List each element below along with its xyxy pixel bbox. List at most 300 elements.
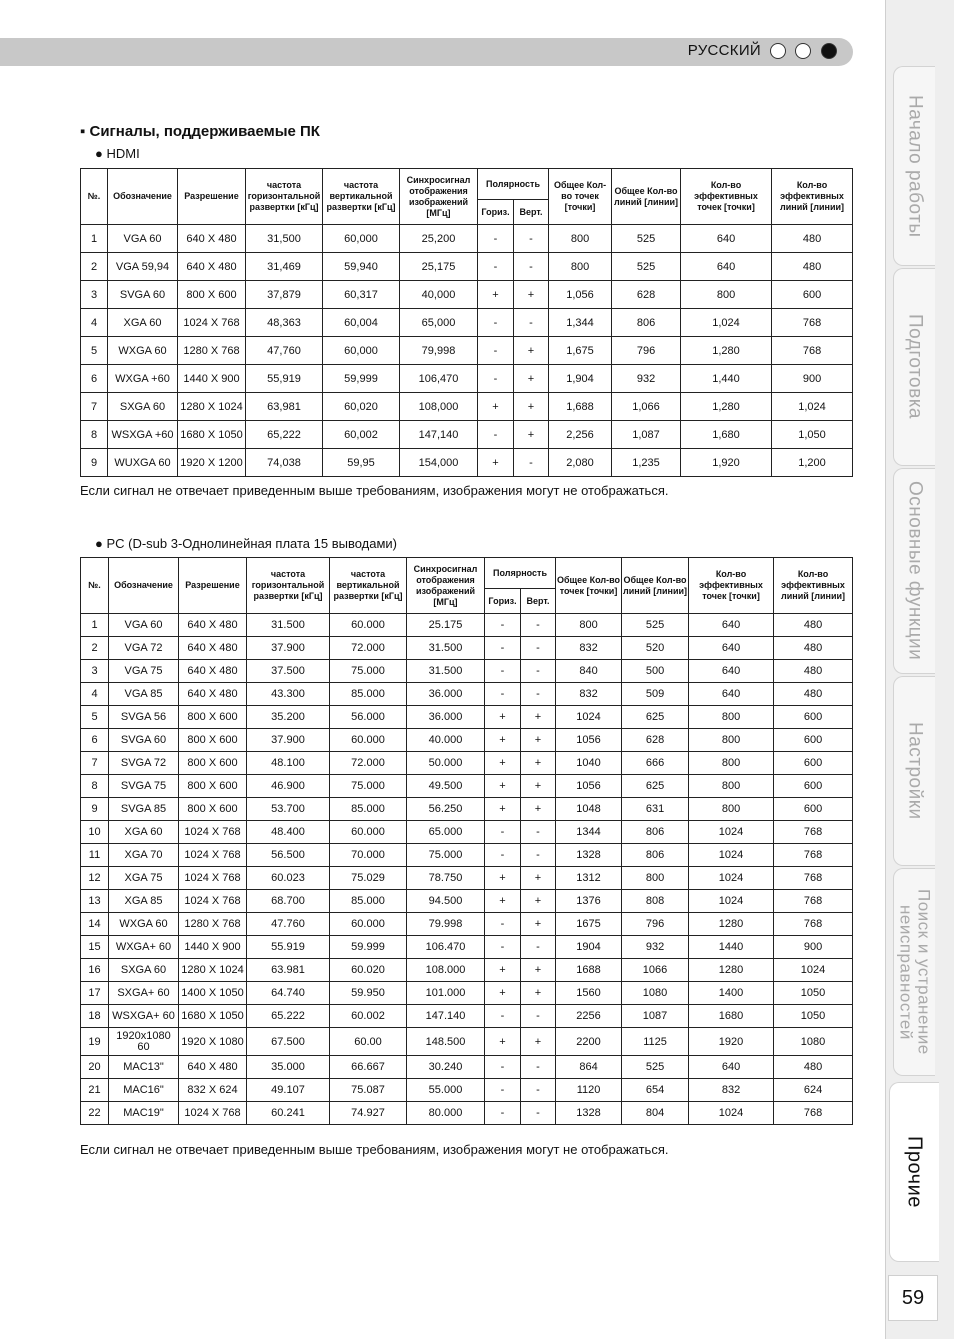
table-cell: 2200 <box>556 1028 622 1056</box>
table-cell: 94.500 <box>407 890 485 913</box>
table-cell: 640 <box>689 660 774 683</box>
table-cell: 78.750 <box>407 867 485 890</box>
table-cell: - <box>485 1056 521 1079</box>
table-cell: 56.000 <box>330 706 407 729</box>
table-cell: 3 <box>81 660 109 683</box>
table-cell: 1904 <box>556 936 622 959</box>
table-cell: 1024 X 768 <box>179 867 247 890</box>
table-cell: - <box>521 1005 556 1028</box>
table-cell: 832 <box>689 1079 774 1102</box>
table-cell: + <box>521 729 556 752</box>
table-cell: 5 <box>81 706 109 729</box>
table-cell: 806 <box>622 844 689 867</box>
table-cell: 74,038 <box>246 449 323 477</box>
table-cell: 108,000 <box>400 393 478 421</box>
table-cell: 600 <box>772 281 853 309</box>
table-cell: 804 <box>622 1102 689 1125</box>
table-cell: 85.000 <box>330 890 407 913</box>
table-cell: 832 <box>556 637 622 660</box>
table-cell: 1376 <box>556 890 622 913</box>
table-cell: 1,024 <box>772 393 853 421</box>
table-row <box>81 706 853 729</box>
table-cell: 768 <box>774 844 853 867</box>
table-cell: 63.981 <box>247 959 330 982</box>
table-cell: - <box>478 225 514 253</box>
table-cell: 60,000 <box>323 337 400 365</box>
table-cell: - <box>485 683 521 706</box>
table-cell: 30.240 <box>407 1056 485 1079</box>
table-cell: - <box>485 913 521 936</box>
table-cell: 63,981 <box>246 393 323 421</box>
table-cell: + <box>521 913 556 936</box>
table-cell: 1024 X 768 <box>178 309 246 337</box>
table-row <box>81 844 853 867</box>
table-cell: 7 <box>81 393 108 421</box>
table-row <box>81 1102 853 1125</box>
table-cell: 1080 <box>774 1028 853 1056</box>
table-cell: + <box>485 890 521 913</box>
table-cell: 56.500 <box>247 844 330 867</box>
table-cell: + <box>514 337 549 365</box>
table-cell: SXGA 60 <box>109 959 179 982</box>
table-cell: 1688 <box>556 959 622 982</box>
table-cell: 85.000 <box>330 683 407 706</box>
table-cell: 1,675 <box>549 337 612 365</box>
header-total-dots: Общее Кол-во точек [точки] <box>556 558 622 614</box>
table-cell: 60,020 <box>323 393 400 421</box>
table-cell: 932 <box>612 365 681 393</box>
table-cell: 480 <box>772 225 853 253</box>
table-cell: 2256 <box>556 1005 622 1028</box>
table-cell: MAC13" <box>109 1056 179 1079</box>
table-cell: 148.500 <box>407 1028 485 1056</box>
table-cell: 60,000 <box>323 225 400 253</box>
table-cell: + <box>485 752 521 775</box>
table-cell: WXGA 60 <box>108 337 178 365</box>
table-cell: + <box>521 706 556 729</box>
table-cell: SVGA 72 <box>109 752 179 775</box>
table-cell: 65,000 <box>400 309 478 337</box>
table-cell: 1024 X 768 <box>179 1102 247 1125</box>
table-cell: 75.000 <box>330 775 407 798</box>
table-cell: - <box>514 253 549 281</box>
table-cell: 832 <box>556 683 622 706</box>
table-cell: 625 <box>622 775 689 798</box>
table-cell: 800 <box>622 867 689 890</box>
table-cell: SVGA 85 <box>109 798 179 821</box>
table-cell: 37,879 <box>246 281 323 309</box>
header-pol-v: Верт. <box>521 589 556 614</box>
table-cell: 600 <box>774 729 853 752</box>
table-cell: 628 <box>622 729 689 752</box>
header-vfreq: частота вертикальной развертки [кГц] <box>330 558 407 614</box>
table-cell: 800 <box>549 225 612 253</box>
header-pol-h: Гориз. <box>485 589 521 614</box>
table-cell: MAC19" <box>109 1102 179 1125</box>
table-cell: 56.250 <box>407 798 485 821</box>
table-cell: - <box>485 1005 521 1028</box>
table-cell: 640 X 480 <box>179 683 247 706</box>
tab-troubleshooting[interactable] <box>893 868 935 1076</box>
table-cell: 525 <box>622 614 689 637</box>
table-cell: 16 <box>81 959 109 982</box>
table-row <box>81 365 853 393</box>
header-no: №. <box>81 558 109 614</box>
table-cell: 75.000 <box>407 844 485 867</box>
table-cell: 2,080 <box>549 449 612 477</box>
table-cell: 14 <box>81 913 109 936</box>
table-cell: + <box>521 982 556 1005</box>
header-no: №. <box>81 169 108 225</box>
table-cell: 806 <box>622 821 689 844</box>
page-indicator-dot-1 <box>770 43 786 59</box>
table-cell: 640 <box>681 225 772 253</box>
table-cell: 1280 X 768 <box>179 913 247 936</box>
table-row <box>81 821 853 844</box>
table-cell: 31.500 <box>407 637 485 660</box>
table-cell: 60.020 <box>330 959 407 982</box>
table-cell: 640 <box>689 637 774 660</box>
table-cell: 1048 <box>556 798 622 821</box>
table-cell: - <box>485 844 521 867</box>
header-eff-lines: Кол-во эффективных линий [линии] <box>774 558 853 614</box>
table-cell: 31,500 <box>246 225 323 253</box>
table-cell: 525 <box>612 253 681 281</box>
table-cell: 1,056 <box>549 281 612 309</box>
pc-subheading: ● PC (D-sub 3-Однолинейная плата 15 выводами) <box>95 536 398 551</box>
table-cell: + <box>521 775 556 798</box>
table-cell: 600 <box>774 706 853 729</box>
table-cell: 79.998 <box>407 913 485 936</box>
table-cell: 1280 X 1024 <box>178 393 246 421</box>
table-cell: 72.000 <box>330 752 407 775</box>
table-cell: 800 X 600 <box>179 752 247 775</box>
table-cell: 31,469 <box>246 253 323 281</box>
table-cell: 1125 <box>622 1028 689 1056</box>
table-cell: VGA 60 <box>109 614 179 637</box>
tab-label: Начало работы <box>904 94 926 238</box>
table-cell: 66.667 <box>330 1056 407 1079</box>
table-cell: 59,95 <box>323 449 400 477</box>
table-cell: 36.000 <box>407 706 485 729</box>
hdmi-signal-table <box>80 168 853 477</box>
table-cell: 2 <box>81 253 108 281</box>
tab-preparation[interactable] <box>893 268 935 466</box>
table-cell: 1024 X 768 <box>179 821 247 844</box>
table-cell: 1066 <box>622 959 689 982</box>
table-cell: 47.760 <box>247 913 330 936</box>
table-cell: 1,066 <box>612 393 681 421</box>
table-cell: 75.029 <box>330 867 407 890</box>
table-cell: 640 <box>689 1056 774 1079</box>
table-cell: - <box>521 1079 556 1102</box>
table-cell: - <box>521 1102 556 1125</box>
table-cell: 1312 <box>556 867 622 890</box>
table-cell: 800 <box>549 253 612 281</box>
header-total-dots: Общее Кол-во точек [точки] <box>549 169 612 225</box>
table-cell: 800 <box>681 281 772 309</box>
table-row <box>81 729 853 752</box>
table-cell: 60.000 <box>330 913 407 936</box>
table-cell: 48.400 <box>247 821 330 844</box>
hdmi-note: Если сигнал не отвечает приведенным выше требованиям, изображения могут не отображаться. <box>80 483 669 498</box>
table-cell: 31.500 <box>247 614 330 637</box>
table-cell: 640 X 480 <box>179 614 247 637</box>
table-cell: SVGA 60 <box>108 281 178 309</box>
table-cell: + <box>485 706 521 729</box>
table-cell: 60.000 <box>330 614 407 637</box>
table-cell: 1920x1080 60 <box>109 1028 179 1056</box>
table-cell: 15 <box>81 936 109 959</box>
table-cell: 864 <box>556 1056 622 1079</box>
table-cell: 832 X 624 <box>179 1079 247 1102</box>
table-cell: 19 <box>81 1028 109 1056</box>
table-cell: + <box>521 752 556 775</box>
table-cell: 1328 <box>556 844 622 867</box>
table-cell: 800 X 600 <box>179 706 247 729</box>
table-cell: - <box>521 637 556 660</box>
table-cell: 48,363 <box>246 309 323 337</box>
table-cell: - <box>485 1102 521 1125</box>
table-cell: 525 <box>612 225 681 253</box>
header-polarity: Полярность <box>485 558 556 589</box>
table-cell: 1280 X 768 <box>178 337 246 365</box>
header-bar <box>0 38 853 66</box>
table-cell: 2 <box>81 637 109 660</box>
table-cell: 520 <box>622 637 689 660</box>
tab-label: Поиск и устранение неисправностей <box>896 889 934 1055</box>
table-cell: - <box>485 660 521 683</box>
table-cell: VGA 60 <box>108 225 178 253</box>
table-cell: 1,050 <box>772 421 853 449</box>
header-sync: Синхросигнал отображения изображений [МГц] <box>400 169 478 225</box>
table-cell: 500 <box>622 660 689 683</box>
header-name: Обозначение <box>109 558 179 614</box>
table-cell: 640 X 480 <box>178 253 246 281</box>
table-row <box>81 959 853 982</box>
header-hfreq: частота горизонтальной развертки [кГц] <box>246 169 323 225</box>
table-cell: 1,280 <box>681 393 772 421</box>
table-cell: - <box>478 253 514 281</box>
table-cell: 35.200 <box>247 706 330 729</box>
table-cell: 50.000 <box>407 752 485 775</box>
table-cell: + <box>485 982 521 1005</box>
table-cell: 4 <box>81 309 108 337</box>
table-row <box>81 752 853 775</box>
tab-label: Основные функции <box>904 481 926 661</box>
table-cell: 768 <box>774 1102 853 1125</box>
table-cell: 624 <box>774 1079 853 1102</box>
table-cell: 1120 <box>556 1079 622 1102</box>
table-cell: MAC16" <box>109 1079 179 1102</box>
header-sync: Синхросигнал отображения изображений [МГц] <box>407 558 485 614</box>
table-cell: 480 <box>774 637 853 660</box>
table-cell: 2,256 <box>549 421 612 449</box>
table-cell: - <box>485 1079 521 1102</box>
table-row <box>81 1056 853 1079</box>
table-cell: 18 <box>81 1005 109 1028</box>
table-cell: 49.107 <box>247 1079 330 1102</box>
table-row <box>81 867 853 890</box>
table-cell: + <box>485 775 521 798</box>
table-cell: 1560 <box>556 982 622 1005</box>
table-cell: 1,680 <box>681 421 772 449</box>
table-cell: SXGA+ 60 <box>109 982 179 1005</box>
table-cell: SXGA 60 <box>108 393 178 421</box>
table-cell: 1,688 <box>549 393 612 421</box>
table-cell: 21 <box>81 1079 109 1102</box>
tab-label: Настройки <box>904 722 926 820</box>
table-cell: 65,222 <box>246 421 323 449</box>
table-cell: 59,940 <box>323 253 400 281</box>
table-cell: 932 <box>622 936 689 959</box>
pc-note: Если сигнал не отвечает приведенным выше требованиям, изображения могут не отображаться. <box>80 1142 669 1157</box>
header-vfreq: частота вертикальной развертки [кГц] <box>323 169 400 225</box>
table-cell: 1675 <box>556 913 622 936</box>
table-cell: 25,175 <box>400 253 478 281</box>
table-cell: 1080 <box>622 982 689 1005</box>
table-cell: 1440 X 900 <box>179 936 247 959</box>
table-row <box>81 614 853 637</box>
table-cell: 631 <box>622 798 689 821</box>
table-cell: 640 <box>681 253 772 281</box>
table-cell: 900 <box>774 936 853 959</box>
table-cell: 1680 X 1050 <box>179 1005 247 1028</box>
table-cell: - <box>478 365 514 393</box>
table-row <box>81 683 853 706</box>
table-cell: - <box>514 225 549 253</box>
table-cell: 900 <box>772 365 853 393</box>
table-cell: VGA 72 <box>109 637 179 660</box>
table-row <box>81 1079 853 1102</box>
table-cell: 1680 X 1050 <box>178 421 246 449</box>
header-total-lines: Общее Кол-во линий [линии] <box>622 558 689 614</box>
table-cell: - <box>521 1056 556 1079</box>
table-cell: 65.000 <box>407 821 485 844</box>
table-cell: 768 <box>774 821 853 844</box>
header-eff-dots: Кол-во эффективных точек [точки] <box>681 169 772 225</box>
table-cell: + <box>521 890 556 913</box>
table-cell: - <box>514 449 549 477</box>
table-cell: + <box>485 798 521 821</box>
tab-others[interactable] <box>889 1082 939 1262</box>
table-cell: 60.002 <box>330 1005 407 1028</box>
table-cell: 1920 X 1080 <box>179 1028 247 1056</box>
table-cell: VGA 85 <box>109 683 179 706</box>
hdmi-subheading: ● HDMI <box>95 146 140 161</box>
table-cell: 60,317 <box>323 281 400 309</box>
table-cell: 9 <box>81 449 108 477</box>
table-row <box>81 337 853 365</box>
table-cell: 40.000 <box>407 729 485 752</box>
table-cell: 36.000 <box>407 683 485 706</box>
table-cell: 4 <box>81 683 109 706</box>
table-cell: + <box>478 449 514 477</box>
table-cell: 480 <box>774 683 853 706</box>
table-cell: 25,200 <box>400 225 478 253</box>
tab-getting-started[interactable] <box>893 66 935 266</box>
tab-basic-functions[interactable] <box>893 468 935 674</box>
table-cell: 31.500 <box>407 660 485 683</box>
table-cell: 1,235 <box>612 449 681 477</box>
table-cell: XGA 60 <box>109 821 179 844</box>
table-cell: 796 <box>612 337 681 365</box>
table-cell: 40,000 <box>400 281 478 309</box>
table-cell: 600 <box>774 775 853 798</box>
header-total-lines: Общее Кол-во линий [линии] <box>612 169 681 225</box>
page-indicator-dot-3 <box>821 43 837 59</box>
table-cell: 1024 X 768 <box>179 844 247 867</box>
table-row <box>81 309 853 337</box>
table-cell: WXGA+ 60 <box>109 936 179 959</box>
table-cell: 79,998 <box>400 337 478 365</box>
table-cell: + <box>485 1028 521 1056</box>
table-cell: 106,470 <box>400 365 478 393</box>
table-cell: + <box>485 867 521 890</box>
table-cell: 75.087 <box>330 1079 407 1102</box>
table-cell: 64.740 <box>247 982 330 1005</box>
table-cell: 480 <box>772 253 853 281</box>
table-cell: 65.222 <box>247 1005 330 1028</box>
table-cell: 1056 <box>556 729 622 752</box>
table-cell: 6 <box>81 365 108 393</box>
table-cell: 60,004 <box>323 309 400 337</box>
table-row <box>81 660 853 683</box>
table-cell: 1,280 <box>681 337 772 365</box>
table-cell: 800 <box>556 614 622 637</box>
table-cell: - <box>521 683 556 706</box>
table-row <box>81 775 853 798</box>
table-cell: 147,140 <box>400 421 478 449</box>
table-cell: 666 <box>622 752 689 775</box>
table-cell: 48.100 <box>247 752 330 775</box>
table-cell: 59.999 <box>330 936 407 959</box>
table-cell: + <box>478 393 514 421</box>
table-cell: WSXGA+ 60 <box>109 1005 179 1028</box>
table-cell: + <box>521 1028 556 1056</box>
header-polarity: Полярность <box>478 169 549 200</box>
table-row <box>81 798 853 821</box>
table-cell: 1280 <box>689 959 774 982</box>
table-cell: 840 <box>556 660 622 683</box>
table-cell: - <box>478 421 514 449</box>
table-cell: 1440 <box>689 936 774 959</box>
table-cell: 108.000 <box>407 959 485 982</box>
table-cell: 37.900 <box>247 637 330 660</box>
table-cell: 85.000 <box>330 798 407 821</box>
table-cell: 12 <box>81 867 109 890</box>
tab-settings[interactable] <box>893 676 935 866</box>
table-cell: 60.241 <box>247 1102 330 1125</box>
table-cell: 480 <box>774 1056 853 1079</box>
table-cell: 1328 <box>556 1102 622 1125</box>
table-cell: 800 <box>689 752 774 775</box>
table-cell: 7 <box>81 752 109 775</box>
table-row <box>81 637 853 660</box>
table-cell: 8 <box>81 421 108 449</box>
table-cell: + <box>521 867 556 890</box>
table-cell: + <box>514 421 549 449</box>
table-row <box>81 1028 853 1056</box>
tab-label: Прочие <box>903 1136 926 1208</box>
header-resolution: Разрешение <box>178 169 246 225</box>
table-cell: 3 <box>81 281 108 309</box>
table-cell: 80.000 <box>407 1102 485 1125</box>
table-cell: - <box>485 637 521 660</box>
table-cell: - <box>521 936 556 959</box>
table-row <box>81 936 853 959</box>
table-cell: 796 <box>622 913 689 936</box>
